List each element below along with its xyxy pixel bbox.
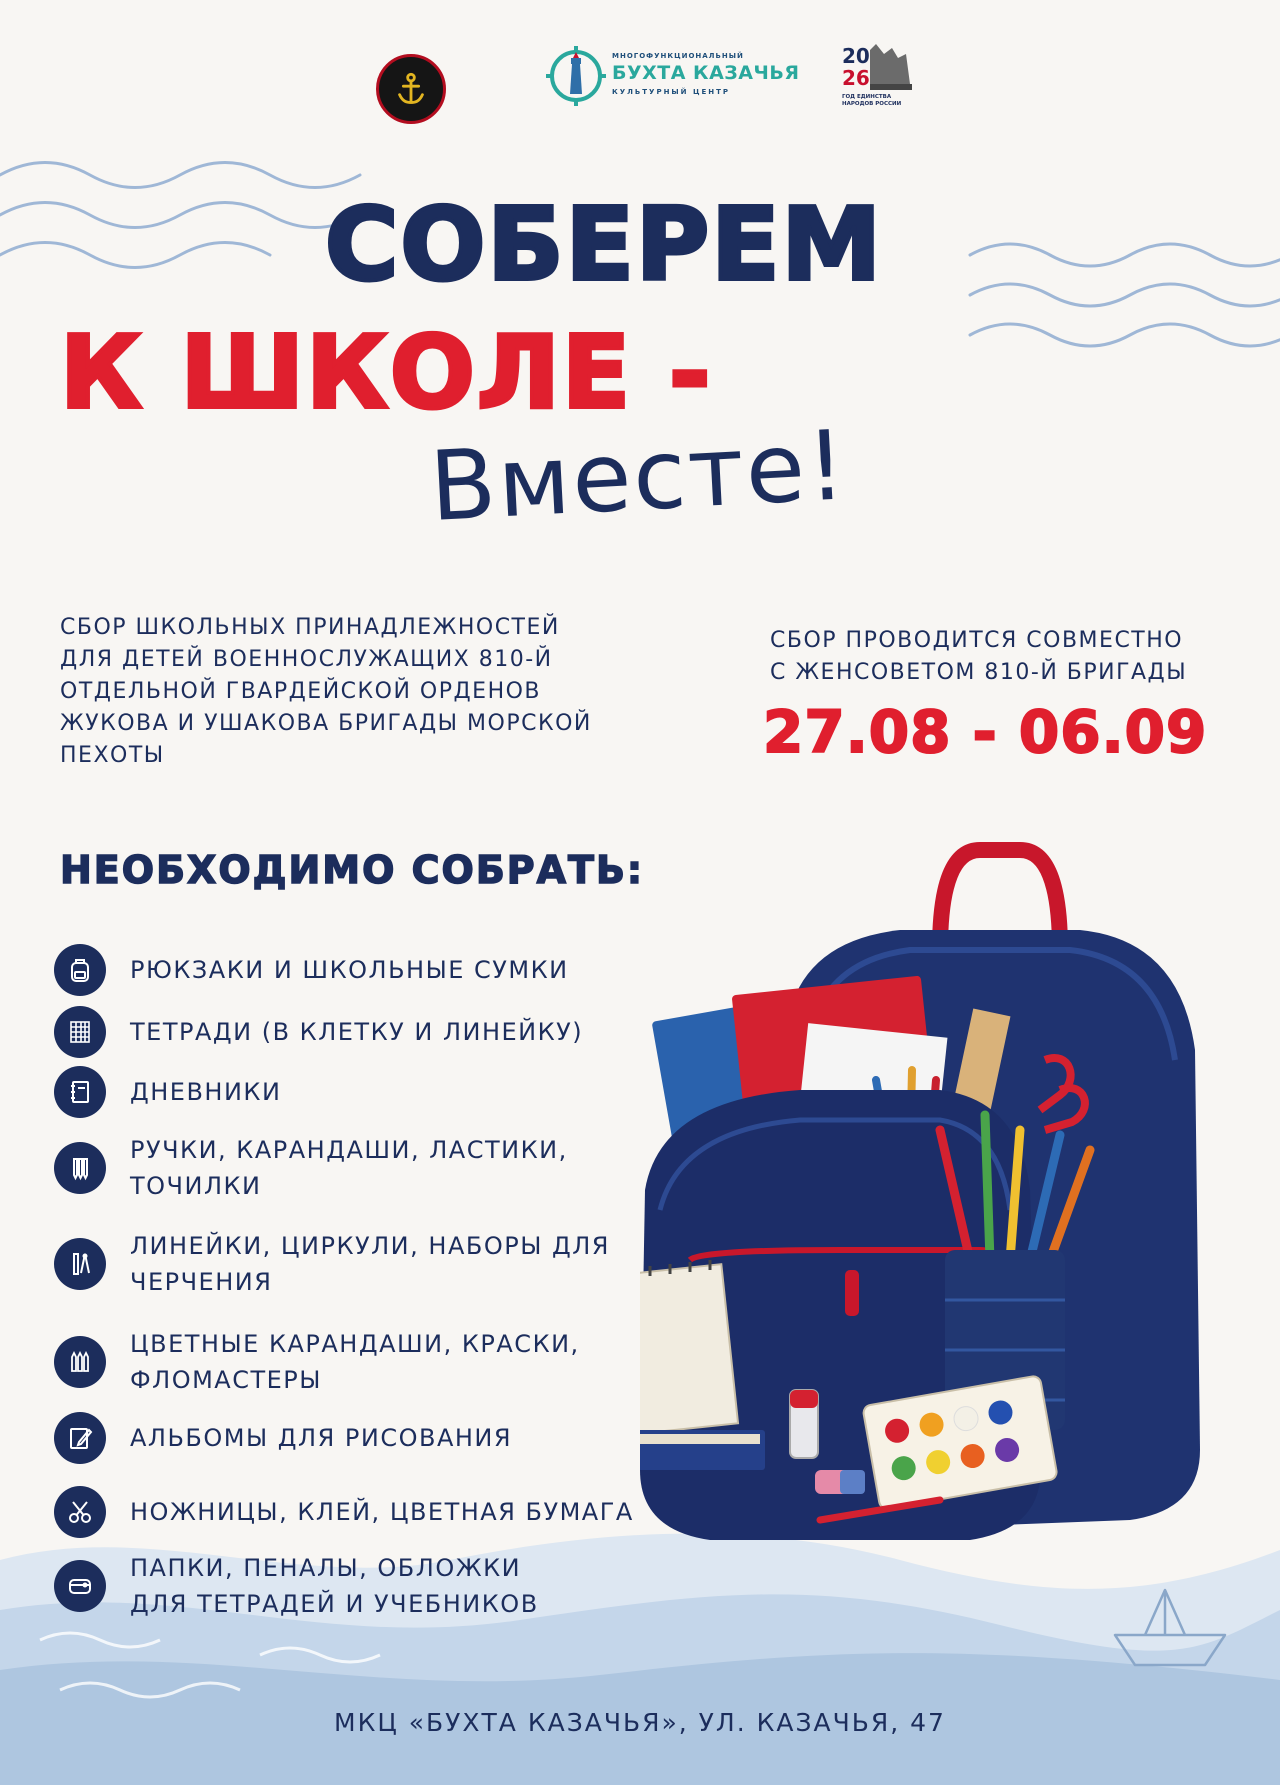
description-line: ДЛЯ ДЕТЕЙ ВОЕННОСЛУЖАЩИХ 810-Й	[60, 647, 553, 672]
title-line-3: Вместе!	[427, 409, 850, 543]
item-label: ЧЕРЧЕНИЯ	[130, 1268, 273, 1296]
pencil-case-icon	[54, 1560, 106, 1612]
bukhta-subtitle-bottom: КУЛЬТУРНЫЙ ЦЕНТР	[612, 88, 731, 96]
list-item	[54, 1412, 512, 1464]
grid-notebook-icon	[54, 1006, 106, 1058]
scissors-icon	[54, 1486, 106, 1538]
drawing-album-icon	[54, 1412, 106, 1464]
list-item	[54, 1006, 583, 1058]
item-label: ЛИНЕЙКИ, ЦИРКУЛИ, НАБОРЫ ДЛЯ	[130, 1232, 610, 1260]
list-item	[54, 1326, 580, 1398]
item-label: ПАПКИ, ПЕНАЛЫ, ОБЛОЖКИ	[130, 1554, 522, 1582]
list-item	[54, 1486, 634, 1538]
item-label: ДНЕВНИКИ	[130, 1078, 282, 1106]
description-line: ПЕХОТЫ	[60, 743, 165, 768]
collection-description	[60, 612, 620, 772]
description-line: ОТДЕЛЬНОЙ ГВАРДЕЙСКОЙ ОРДЕНОВ	[60, 679, 542, 704]
joint-organizer-note	[770, 625, 1187, 689]
bukhta-name: БУХТА КАЗАЧЬЯ	[612, 62, 800, 84]
venue-address: МКЦ «БУХТА КАЗАЧЬЯ», УЛ. КАЗАЧЬЯ, 47	[334, 1708, 946, 1737]
item-label: ДЛЯ ТЕТРАДЕЙ И УЧЕБНИКОВ	[130, 1590, 539, 1618]
item-label: РЮКЗАКИ И ШКОЛЬНЫЕ СУМКИ	[130, 956, 569, 984]
backpack-icon	[54, 944, 106, 996]
item-label: НОЖНИЦЫ, КЛЕЙ, ЦВЕТНАЯ БУМАГА	[130, 1498, 634, 1526]
backpack-illustration	[640, 830, 1220, 1610]
bukhta-subtitle-top: МНОГОФУНКЦИОНАЛЬНЫЙ	[612, 52, 744, 60]
joint-line-2: С ЖЕНСОВЕТОМ 810-Й БРИГАДЫ	[770, 660, 1188, 685]
item-label: ТЕТРАДИ (В КЛЕТКУ И ЛИНЕЙКУ)	[130, 1018, 584, 1046]
title-line-2: К ШКОЛЕ -	[60, 314, 713, 431]
need-heading: НЕОБХОДИМО СОБРАТЬ:	[60, 848, 645, 892]
year-of-unity-caption: ГОД ЕДИНСТВА НАРОДОВ РОССИИ	[842, 94, 902, 107]
item-label: РУЧКИ, КАРАНДАШИ, ЛАСТИКИ,	[130, 1136, 568, 1164]
item-label: ФЛОМАСТЕРЫ	[130, 1366, 322, 1394]
compass-ruler-icon	[54, 1238, 106, 1290]
item-label: ЦВЕТНЫЕ КАРАНДАШИ, КРАСКИ,	[130, 1330, 580, 1358]
pencils-icon	[54, 1142, 106, 1194]
year-2026-bottom: 26	[842, 66, 870, 90]
list-item	[54, 944, 569, 996]
diary-icon	[54, 1066, 106, 1118]
anchor-icon	[392, 70, 430, 108]
list-item	[54, 1132, 568, 1204]
collection-dates: 27.08 - 06.09	[763, 698, 1208, 766]
crayons-icon	[54, 1336, 106, 1388]
marines-emblem-logo	[376, 54, 446, 124]
year-2026-top: 20	[842, 44, 870, 68]
joint-line-1: СБОР ПРОВОДИТСЯ СОВМЕСТНО	[770, 628, 1184, 653]
list-item	[54, 1228, 610, 1300]
list-item	[54, 1066, 281, 1118]
title-line-1: СОБЕРЕМ	[325, 186, 884, 303]
item-label: ТОЧИЛКИ	[130, 1172, 262, 1200]
description-line: ЖУКОВА И УШАКОВА БРИГАДЫ МОРСКОЙ	[60, 711, 592, 736]
description-line: СБОР ШКОЛЬНЫХ ПРИНАДЛЕЖНОСТЕЙ	[60, 615, 560, 640]
item-label: АЛЬБОМЫ ДЛЯ РИСОВАНИЯ	[130, 1424, 513, 1452]
list-item	[54, 1550, 539, 1622]
